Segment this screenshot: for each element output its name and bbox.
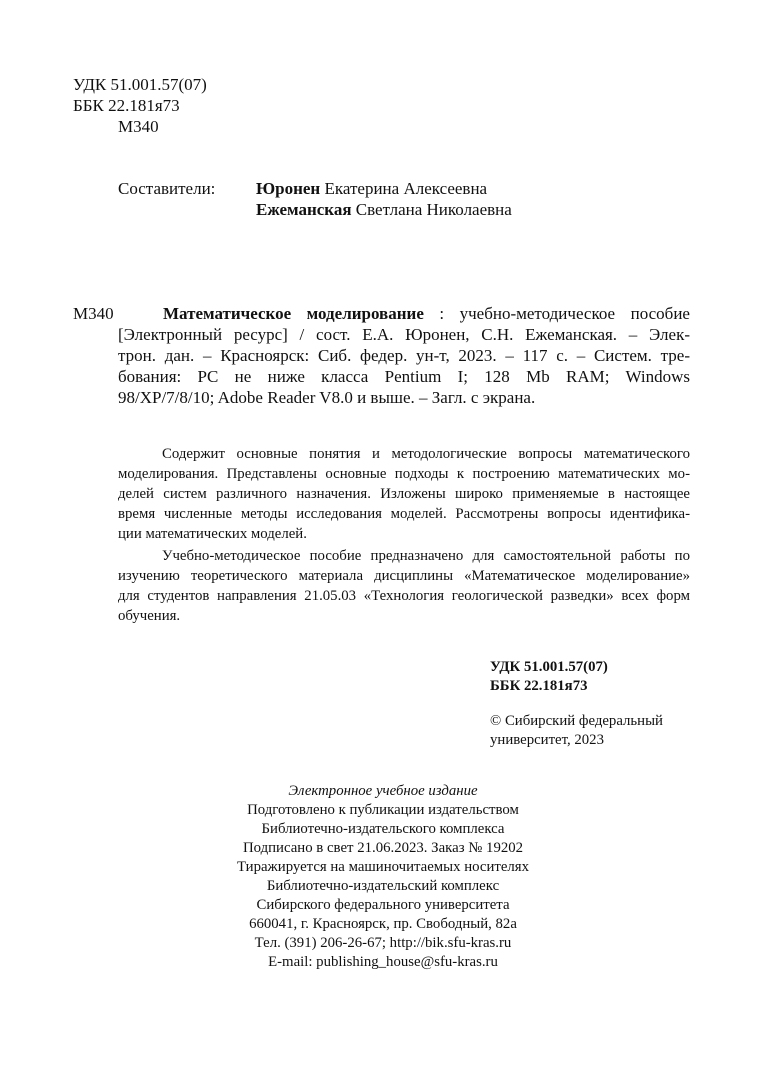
imprint-line-8: Тел. (391) 206-26-67; http://bik.sfu-kras.ru (254, 935, 512, 951)
description-line-1-text: : учебно-методическое пособие (423, 304, 690, 323)
abstract-p1-line-2: моделирования. Представлены основные подходы к построению математических мо- (118, 466, 690, 482)
udk-header: УДК 51.001.57(07) (73, 75, 207, 94)
compilers-label: Составители: (118, 179, 216, 198)
copyright-line-2: университет, 2023 (490, 732, 604, 748)
abstract-p2-line-2: изучению теоретического материала дисциплины «Математическое моделирование» (118, 568, 690, 584)
bbk-header: ББК 22.181я73 (73, 96, 180, 115)
imprint-line-9: E-mail: publishing_house@sfu-kras.ru (268, 954, 498, 970)
abstract-p1-line-1: Содержит основные понятия и методологические вопросы математического (162, 446, 690, 462)
compiler-2 (256, 199, 512, 221)
imprint-title: Электронное учебное издание (288, 783, 478, 799)
description-line-5: 98/XP/7/8/10; Adobe Reader V8.0 и выше. – Загл. с экрана. (118, 388, 536, 407)
classification-bbk: ББК 22.181я73 (490, 678, 588, 694)
abstract-p2-line-3: для студентов направления 21.05.03 «Технология геологической разведки» всех форм (118, 588, 690, 604)
compiler-1-surname: Юронен (256, 179, 321, 198)
abstract-p1-line-3: делей систем различного назначения. Изложены широко применяемые в настоящее (118, 486, 690, 502)
description-code: М340 (73, 304, 114, 323)
compiler-2-given: Светлана Николаевна (351, 200, 512, 219)
compiler-1 (256, 178, 487, 200)
imprint-line-5: Библиотечно-издательский комплекс (266, 878, 500, 894)
author-code: М340 (118, 117, 159, 136)
compiler-2-surname: Ежеманская (256, 200, 352, 219)
description-title: Математическое моделирование (163, 304, 424, 323)
copyright-line-1: © Сибирский федеральный (490, 713, 663, 729)
description-line-4: бования: PC не ниже класса Pentium I; 128 Mb RAM; Windows (118, 367, 690, 386)
classification-udk: УДК 51.001.57(07) (490, 659, 608, 675)
abstract-p1-line-5: ции математических моделей. (118, 526, 307, 542)
description-line-2: [Электронный ресурс] / сост. Е.А. Юронен, С.Н. Ежеманская. – Элек- (118, 325, 690, 344)
imprint-line-3: Подписано в свет 21.06.2023. Заказ № 19202 (242, 840, 524, 856)
description-line-3: трон. дан. – Красноярск: Сиб. федер. ун-т, 2023. – 117 с. – Систем. тре- (118, 346, 690, 365)
imprint-line-1: Подготовлено к публикации издательством (247, 802, 519, 818)
abstract-p2-line-4: обучения. (118, 608, 181, 624)
imprint-line-6: Сибирского федерального университета (256, 897, 510, 913)
imprint-line-4: Тиражируется на машиночитаемых носителях (237, 859, 529, 875)
compiler-1-given: Екатерина Алексеевна (320, 179, 488, 198)
description-line-1 (163, 303, 690, 325)
abstract-p2-line-1: Учебно-методическое пособие предназначено для самостоятельной работы по (162, 548, 690, 564)
imprint-line-7: 660041, г. Красноярск, пр. Свободный, 82а (249, 916, 517, 932)
abstract-p1-line-4: время численные методы исследования моделей. Рассмотрены вопросы идентифика- (118, 506, 690, 522)
imprint-line-2: Библиотечно-издательского комплекса (261, 821, 505, 837)
